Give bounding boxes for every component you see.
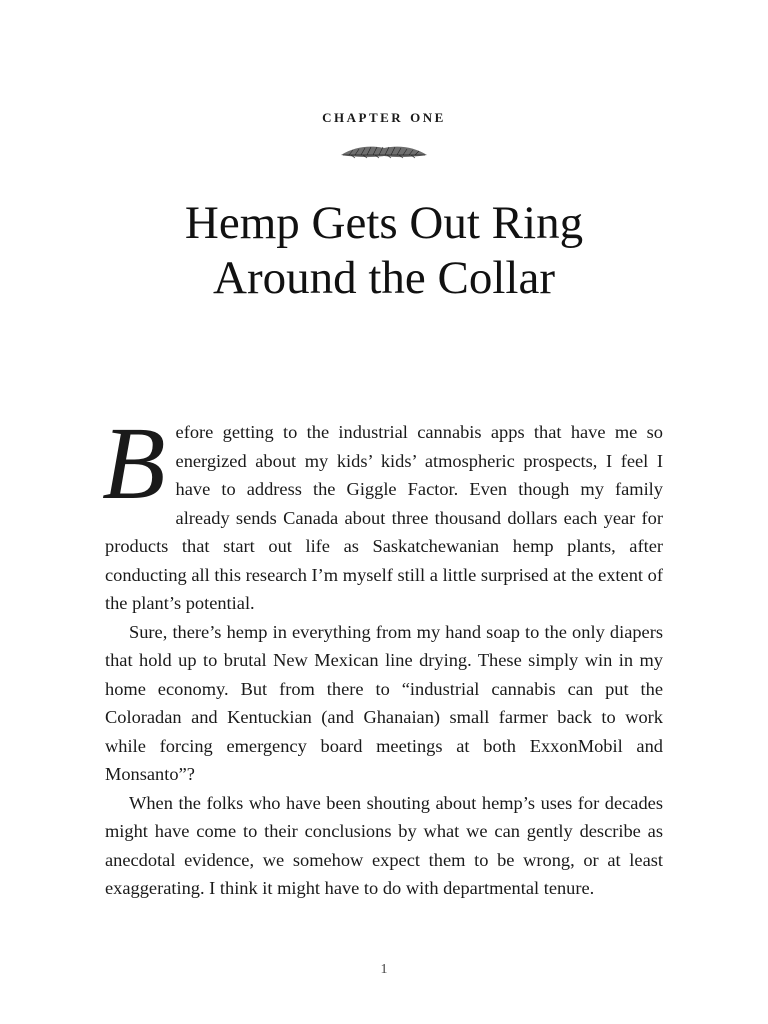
hemp-leaf-ornament-icon: [339, 143, 429, 161]
body-text: [102, 406, 663, 903]
paragraph-1: [102, 406, 663, 618]
paragraph-3: When the folks who have been shouting about hemp’s uses for decades might have come to their conclusions by what we can gently describe as anecdotal evidence, we somehow expect them to be wrong, or at least exaggerating. I think it might have to do with departmental tenure.: [105, 792, 663, 898]
drop-cap: B: [102, 406, 166, 521]
chapter-label: chapter one: [322, 106, 446, 126]
paragraph-2: Sure, there’s hemp in everything from my hand soap to the only diapers that hold up to brutal New Mexican line drying. These simply win in my home economy. But from there to “industrial cannabis can put the Coloradan and Kentuckian (and Ghanaian) small farmer back to work while forcing emergency board meetings at both ExxonMobil and Monsanto”?: [105, 621, 663, 784]
page-number: 1: [380, 962, 388, 977]
chapter-title-line-2: Around the Collar: [213, 252, 555, 304]
paragraph-1-text: efore getting to the industrial cannabis apps that have me so energized about my kids’ kids’ atmospheric prospects, I feel I have to address the Giggle Factor. Even though my family already sends Canada about three thousand dollars each year for products that start out life as Saskatchewanian hemp plants, after conducting all this research I’m myself still a little surprised at the extent of the plant’s potential.: [105, 422, 663, 613]
chapter-title: [0, 196, 768, 306]
chapter-title-line-1: Hemp Gets Out Ring: [184, 197, 584, 249]
